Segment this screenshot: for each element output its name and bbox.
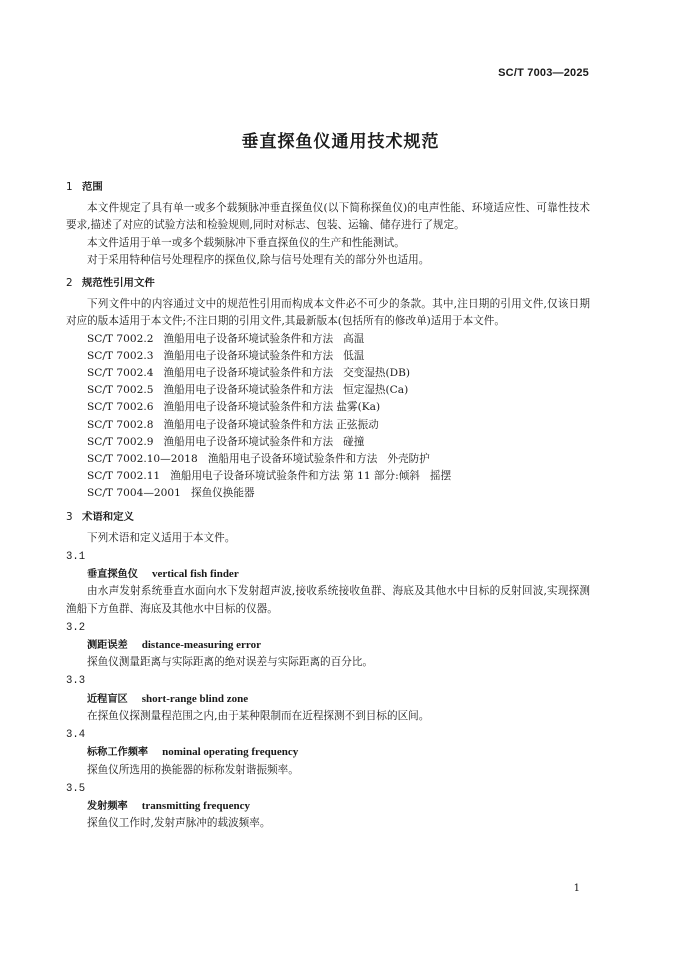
paragraph: 本文件适用于单一或多个载频脉冲下垂直探鱼仪的生产和性能测试。 bbox=[87, 236, 405, 249]
reference-item: SC/T 7002.11 渔船用电子设备环境试验条件和方法 第 11 部分:倾斜 摇摆 bbox=[87, 470, 452, 483]
document-code: SC/T 7003—2025 bbox=[498, 67, 589, 79]
term-zh: 标称工作频率 bbox=[87, 747, 149, 759]
term-en: nominal operating frequency bbox=[162, 746, 299, 759]
document-title: 垂直探鱼仪通用技术规范 bbox=[241, 132, 440, 152]
term-definition: 由水声发射系统垂直水面向水下发射超声波,接收系统接收鱼群、海底及其他水中目标的反射回波,实现探测渔船下方鱼群、海底及其他水中目标的仪器。 bbox=[66, 585, 590, 615]
page-number: 1 bbox=[573, 883, 580, 894]
section-heading-normative-references bbox=[66, 275, 590, 292]
term-definition: 探鱼仪工作时,发射声脉冲的载波频率。 bbox=[87, 817, 271, 830]
reference-item: SC/T 7002.6 渔船用电子设备环境试验条件和方法 盐雾(Ka) bbox=[87, 401, 381, 414]
term-number: 3.2 bbox=[66, 621, 86, 634]
section-title: 规范性引用文件 bbox=[82, 277, 155, 290]
section-title: 术语和定义 bbox=[82, 510, 134, 523]
term-zh: 发射频率 bbox=[87, 800, 128, 812]
reference-item: SC/T 7004—2001 探鱼仪换能器 bbox=[87, 487, 255, 500]
section-heading-terms-and-definitions bbox=[66, 509, 590, 526]
term-definition: 在探鱼仪探测量程范围之内,由于某种限制而在近程探测不到目标的区间。 bbox=[87, 709, 430, 722]
term-number: 3.5 bbox=[66, 782, 86, 795]
term-number: 3.4 bbox=[66, 729, 86, 742]
term-en: vertical fish finder bbox=[151, 568, 239, 581]
reference-list bbox=[66, 331, 590, 503]
section-number: 2 bbox=[66, 277, 73, 290]
term-number: 3.3 bbox=[66, 675, 86, 688]
term-zh: 测距误差 bbox=[87, 640, 128, 652]
reference-item: SC/T 7002.4 渔船用电子设备环境试验条件和方法 交变湿热(DB) bbox=[87, 367, 411, 380]
term-definition: 探鱼仪测量距离与实际距离的绝对误差与实际距离的百分比。 bbox=[87, 656, 374, 669]
term-en: distance-measuring error bbox=[141, 639, 261, 652]
reference-item: SC/T 7002.10—2018 渔船用电子设备环境试验条件和方法 外壳防护 bbox=[87, 453, 430, 466]
paragraph: 下列文件中的内容通过文中的规范性引用而构成本文件必不可少的条款。其中,注日期的引用文件,仅该日期对应的版本适用于本文件;不注日期的引用文件,其最新版本(包括所有的修改单)适用于本文件。 bbox=[66, 298, 590, 328]
reference-item: SC/T 7002.2 渔船用电子设备环境试验条件和方法 高温 bbox=[87, 332, 365, 345]
term-en: transmitting frequency bbox=[141, 799, 251, 812]
term-heading bbox=[66, 691, 590, 708]
paragraph: 对于采用特种信号处理程序的探鱼仪,除与信号处理有关的部分外也适用。 bbox=[87, 253, 430, 266]
term-heading bbox=[66, 637, 590, 654]
section-number: 1 bbox=[66, 181, 73, 193]
term-heading bbox=[66, 798, 590, 815]
term-heading bbox=[66, 744, 590, 761]
section-number: 3 bbox=[66, 510, 73, 523]
term-zh: 垂直探鱼仪 bbox=[87, 569, 138, 581]
paragraph: 本文件规定了具有单一或多个载频脉冲垂直探鱼仪(以下简称探鱼仪)的电声性能、环境适应性、可靠性技术要求,描述了对应的试验方法和检验规则,同时对标志、包装、运输、储存进行了规定。 bbox=[66, 202, 590, 232]
document-body bbox=[66, 179, 590, 832]
term-heading bbox=[66, 566, 590, 583]
term-number: 3.1 bbox=[66, 551, 86, 564]
section-title: 范围 bbox=[82, 181, 103, 193]
term-definition: 探鱼仪所选用的换能器的标称发射谐振频率。 bbox=[87, 763, 299, 776]
paragraph: 下列术语和定义适用于本文件。 bbox=[87, 531, 236, 544]
reference-item: SC/T 7002.3 渔船用电子设备环境试验条件和方法 低温 bbox=[87, 349, 365, 362]
reference-item: SC/T 7002.8 渔船用电子设备环境试验条件和方法 正弦振动 bbox=[87, 418, 379, 431]
reference-item: SC/T 7002.9 渔船用电子设备环境试验条件和方法 碰撞 bbox=[87, 435, 365, 448]
term-zh: 近程盲区 bbox=[87, 693, 128, 705]
reference-item: SC/T 7002.5 渔船用电子设备环境试验条件和方法 恒定湿热(Ca) bbox=[87, 384, 409, 397]
term-en: short-range blind zone bbox=[141, 692, 249, 705]
section-heading-scope bbox=[66, 179, 590, 196]
